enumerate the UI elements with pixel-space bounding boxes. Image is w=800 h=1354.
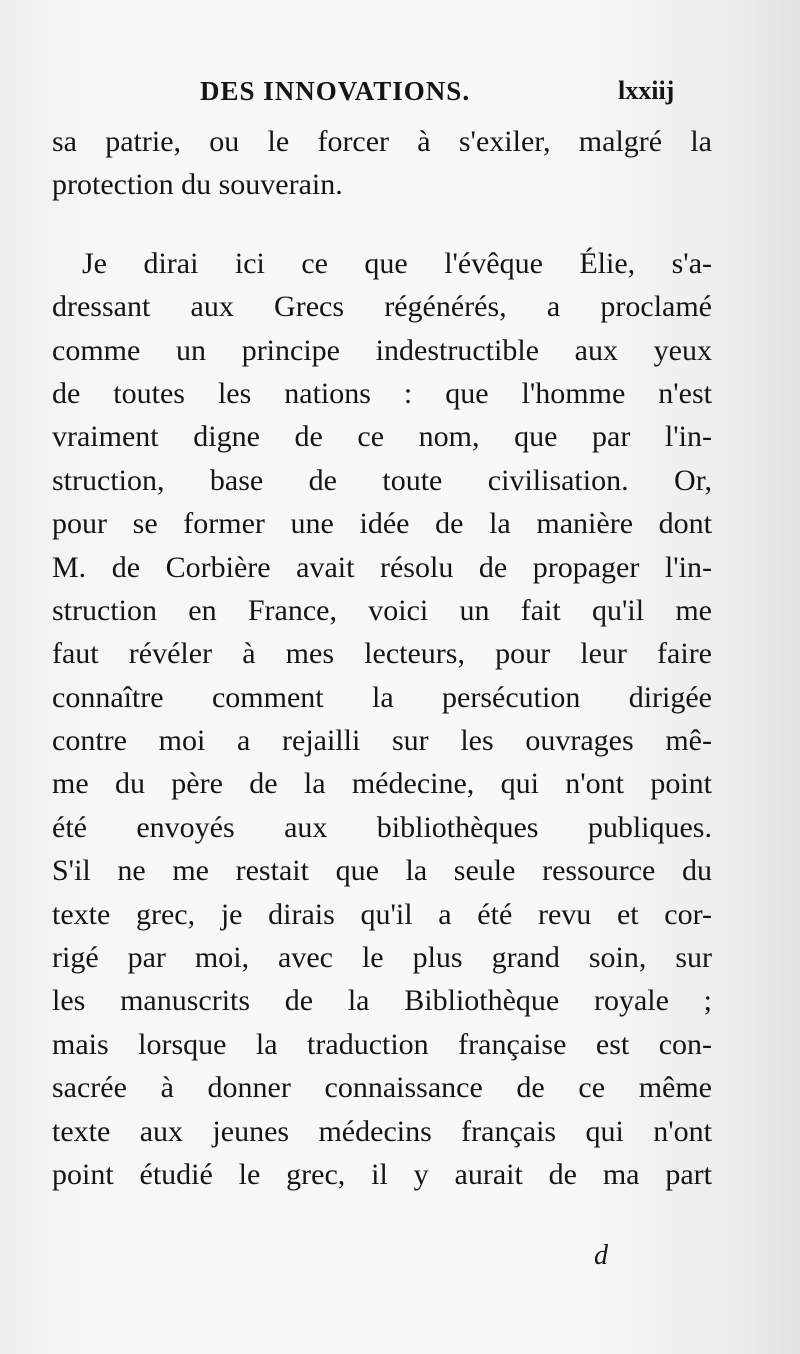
text-line: M. de Corbière avait résolu de propager l'in-: [52, 550, 712, 584]
paragraph-gap: [52, 207, 712, 242]
text-line: texte aux jeunes médecins français qui n'ont: [52, 1114, 712, 1148]
paragraph-1: [52, 120, 712, 207]
text-line: point étudié le grec, il y aurait de ma part: [52, 1157, 712, 1191]
text-line: sa patrie, ou le forcer à s'exiler, malgré la: [52, 125, 712, 158]
text-line: faut révéler à mes lecteurs, pour leur faire: [52, 637, 712, 671]
text-line: protection du souverain.: [52, 168, 343, 202]
text-line: pour se former une idée de la manière dont: [52, 507, 712, 541]
running-title: DES INNOVATIONS.: [200, 76, 471, 106]
text-line: contre moi a rejailli sur les ouvrages mê-: [52, 724, 712, 758]
text-line: sacrée à donner connaissance de ce même: [52, 1071, 712, 1105]
text-line: de toutes les nations : que l'homme n'est: [52, 376, 712, 410]
text-line: comme un principe indestructible aux yeux: [52, 333, 712, 367]
signature-mark: d: [594, 1240, 608, 1271]
text-line: struction, base de toute civilisation. Or,: [52, 463, 712, 497]
text-line: me du père de la médecine, qui n'ont point: [52, 767, 712, 801]
text-line: struction en France, voici un fait qu'il me: [52, 593, 712, 627]
text-line: les manuscrits de la Bibliothèque royale ;: [52, 984, 712, 1018]
paragraph-2: [52, 242, 712, 1197]
text-line: connaître comment la persécution dirigée: [52, 680, 712, 714]
text-line: Je dirai ici ce que l'évêque Élie, s'a-: [82, 246, 712, 280]
text-line: texte grec, je dirais qu'il a été revu et cor-: [52, 897, 712, 931]
page-number: lxxiij: [618, 76, 675, 105]
text-line: dressant aux Grecs régénérés, a proclamé: [52, 290, 712, 324]
text-line: S'il ne me restait que la seule ressource du: [52, 854, 712, 888]
text-line: vraiment digne de ce nom, que par l'in-: [52, 420, 712, 454]
text-line: été envoyés aux bibliothèques publiques.: [52, 810, 712, 844]
page-header: [0, 70, 800, 120]
text-line: mais lorsque la traduction française est con-: [52, 1027, 712, 1061]
body-text: [52, 120, 712, 1196]
text-line: rigé par moi, avec le plus grand soin, sur: [52, 941, 712, 975]
